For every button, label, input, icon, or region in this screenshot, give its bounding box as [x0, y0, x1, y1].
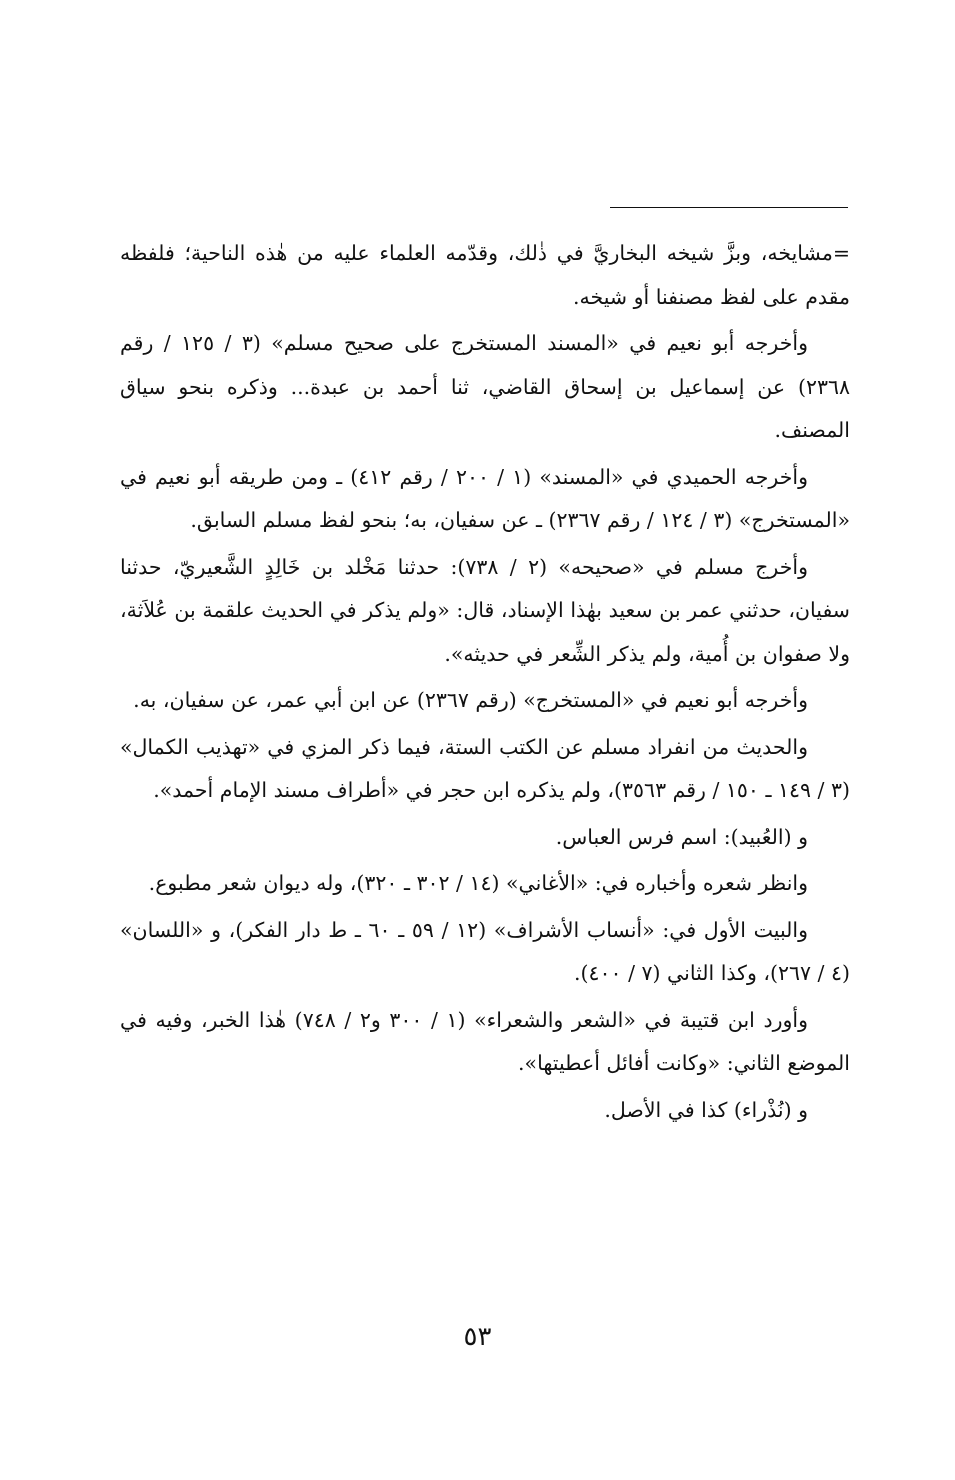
footnote-paragraph-ibn-qutayba: وأورد ابن قتيبة في «الشعر والشعراء» (١ / ٣٠٠ و٢ / ٧٤٨) هٰذا الخبر، وفيه في الموضع الثاني: «وكانت أفائل أعطيتها». [120, 1007, 850, 1075]
footnote-paragraph-nudhara: و (نُذْراء) كذا في الأصل. [604, 1097, 808, 1122]
page-number: ٥٣ [463, 1322, 492, 1352]
footnote-paragraph-ubayd-definition: و (العُبيد): اسم فرس العباس. [555, 824, 808, 849]
footnote-separator-rule [610, 207, 848, 208]
footnote-paragraph-abu-nuaym-mustakhraj: وأخرجه أبو نعيم في «المستخرج» (رقم ٢٣٦٧) عن ابن أبي عمر، عن سفيان، به. [133, 688, 808, 712]
footnote-text-block [120, 232, 850, 1135]
footnote-paragraph-abu-nuaym-musnad: وأخرجه أبو نعيم في «المسند المستخرج على صحيح مسلم» (٣ / ١٢٥ / رقم ٢٣٦٨) عن إسماعيل بن إسحاق القاضي، ثنا أحمد بن عبدة... وذكره بنحو سياق المصنف. [120, 331, 850, 442]
footnote-paragraph-ansab-ashraf: والبيت الأول في: «أنساب الأشراف» (١٢ / ٥٩ ـ ٦٠ ـ ط دار الفكر)، و «اللسان» (٤ / ٢٦٧)، وكذا الثاني (٧ / ٤٠٠). [120, 917, 850, 985]
footnote-paragraph-muslim-sahih: وأخرج مسلم في «صحيحه» (٢ / ٧٣٨): حدثنا مَخْلد بن خَالِدٍ الشَّعيريّ، حدثنا سفيان، حدثني عمر بن سعيد بهٰذا الإسناد، قال: «ولم يذكر في الحديث علقمة بن عُلاَثة، ولا صفوان بن أُمية، ولم يذكر الشِّعر في حديثه». [120, 554, 850, 666]
footnote-paragraph-continuation: =مشايخه، وبزَّ شيخه البخاريَّ في ذٰلك، وقدّمه العلماء عليه من هٰذه الناحية؛ فلفظه مقدم على لفظ مصنفنا أو شيخه. [120, 241, 850, 309]
footnote-paragraph-aghani: وانظر شعره وأخباره في: «الأغاني» (١٤ / ٣٠٢ ـ ٣٢٠)، وله ديوان شعر مطبوع. [148, 871, 808, 895]
footnote-paragraph-humaydi: وأخرجه الحميدي في «المسند» (١ / ٢٠٠ / رقم ٤١٢) ـ ومن طريقه أبو نعيم في «المستخرج» (٣ / ١٢٤ / رقم ٢٣٦٧) ـ عن سفيان، به؛ بنحو لفظ مسلم السابق. [120, 464, 850, 532]
footnote-paragraph-mizzi-tahdhib: والحديث من انفراد مسلم عن الكتب الستة، فيما ذكر المزي في «تهذيب الكمال» (٣ / ١٤٩ ـ ١٥٠ / رقم ٣٥٦٣)، ولم يذكره ابن حجر في «أطراف مسند الإمام أحمد». [120, 734, 850, 802]
